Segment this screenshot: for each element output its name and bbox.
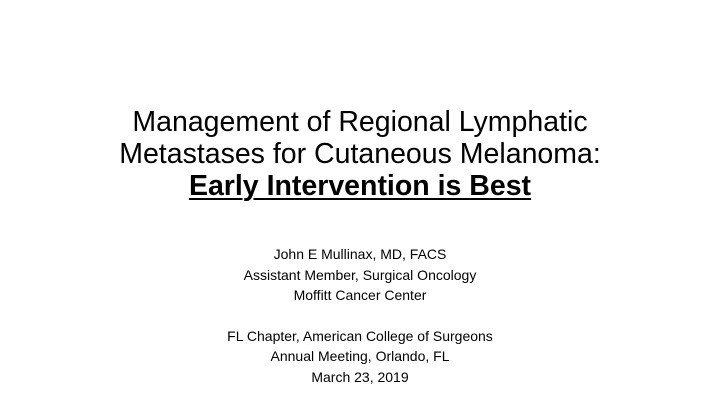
- spacer: [0, 306, 720, 326]
- title-emphasis: Early Intervention is Best: [188, 170, 532, 202]
- slide-title: [0, 106, 720, 202]
- event-date: March 23, 2019: [311, 368, 409, 385]
- author-institution: Moffitt Cancer Center: [293, 287, 427, 303]
- event-organization: FL Chapter, American College of Surgeons: [227, 327, 493, 344]
- title-line-2: Metastases for Cutaneous Melanoma:: [119, 138, 601, 170]
- author-name: John E Mullinax, MD, FACS: [273, 246, 447, 262]
- title-line-1: Management of Regional Lymphatic: [132, 106, 588, 138]
- event-meeting: Annual Meeting, Orlando, FL: [270, 348, 450, 364]
- presenter-info: [0, 244, 720, 387]
- author-position: Assistant Member, Surgical Oncology: [243, 266, 477, 283]
